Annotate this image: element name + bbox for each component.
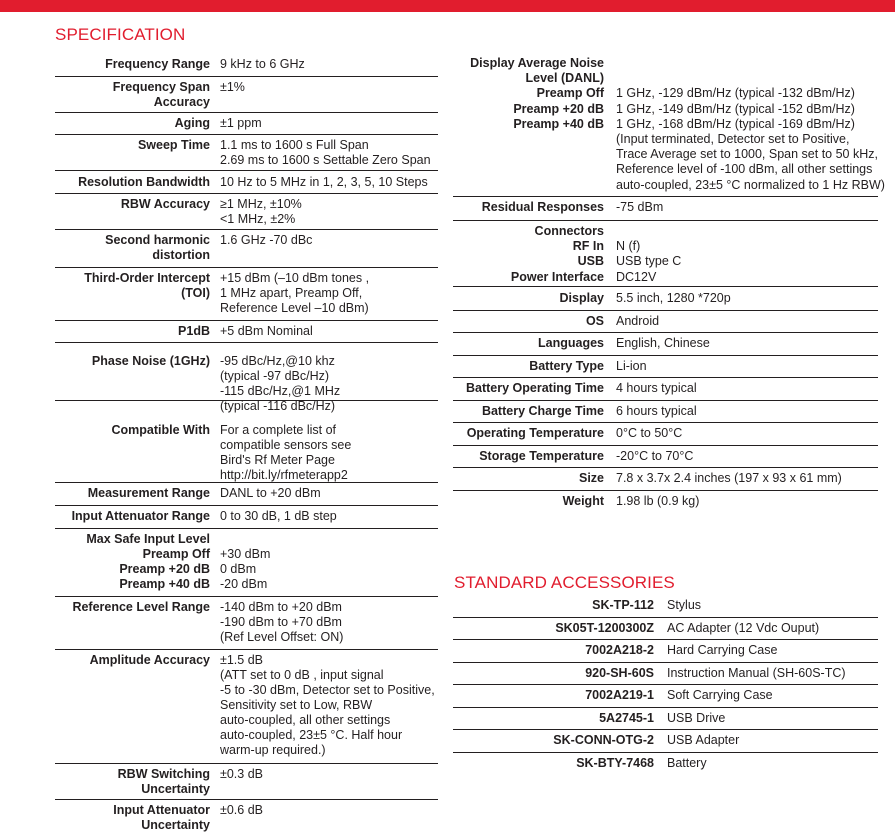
accessory-label-line: 5A2745-1 bbox=[599, 711, 654, 725]
spec-row bbox=[55, 354, 438, 413]
accessory-label-line: 7002A218-2 bbox=[585, 643, 654, 657]
accessory-value-line: Stylus bbox=[667, 598, 702, 612]
spec-value bbox=[220, 138, 431, 168]
spec-right-value-line: Trace Average set to 1000, Span set to 50 kHz, bbox=[616, 147, 878, 162]
spec-right-value-line: USB type C bbox=[616, 254, 682, 269]
accessory-label bbox=[585, 643, 654, 658]
spec-value-line: 1.6 GHz -70 dBc bbox=[220, 233, 313, 247]
spec-value-line: ±1 ppm bbox=[220, 116, 262, 130]
spec-value-line: ±1% bbox=[220, 80, 245, 94]
spec-value-line: ±0.6 dB bbox=[220, 803, 263, 817]
spec-label bbox=[113, 803, 210, 833]
accessory-value bbox=[667, 621, 819, 636]
spec-label-line: Uncertainty bbox=[141, 782, 210, 796]
accessories-heading: STANDARD ACCESSORIES bbox=[454, 573, 675, 592]
spec-value bbox=[220, 532, 270, 592]
spec-value-line: +30 dBm bbox=[220, 547, 271, 561]
spec-row bbox=[55, 233, 438, 268]
accessories-table bbox=[453, 0, 878, 831]
spec-value-line: (typical -116 dBc/Hz) bbox=[220, 399, 336, 413]
spec-right-value-line: -75 dBm bbox=[616, 200, 664, 214]
spec-row bbox=[55, 116, 438, 135]
spec-right-value-line: DC12V bbox=[616, 269, 657, 284]
spec-label bbox=[113, 80, 210, 110]
accessory-value-line: Hard Carrying Case bbox=[667, 643, 778, 657]
spec-value-line: 0 dBm bbox=[220, 562, 257, 576]
spec-row bbox=[55, 532, 438, 597]
spec-value-line: -20 dBm bbox=[220, 577, 268, 591]
spec-label-line: RBW Switching bbox=[117, 767, 210, 781]
spec-right-value-line: -20°C to 70°C bbox=[616, 449, 694, 463]
spec-value bbox=[220, 354, 340, 414]
spec-value-line: -95 dBc/Hz,@10 khz bbox=[220, 354, 335, 368]
spec-value bbox=[220, 653, 435, 758]
spec-right-label-line: Languages bbox=[538, 336, 604, 350]
spec-value bbox=[220, 175, 428, 190]
spec-right-label-line: Battery Type bbox=[529, 359, 604, 373]
accessory-label bbox=[553, 733, 654, 748]
spec-right-label-line: Level (DANL) bbox=[525, 71, 604, 86]
spec-right-value-line: (Input terminated, Detector set to Positive, bbox=[616, 132, 850, 147]
accessory-value-line: AC Adapter (12 Vdc Ouput) bbox=[667, 621, 820, 635]
spec-label-line: Input Attenuator Range bbox=[71, 509, 210, 523]
spec-value-line: ±1.5 dB bbox=[220, 653, 263, 667]
spec-value-line: 9 kHz to 6 GHz bbox=[220, 57, 305, 71]
spec-right-label-line: Preamp Off bbox=[536, 86, 604, 101]
spec-row bbox=[55, 653, 438, 764]
spec-value-line: (Ref Level Offset: ON) bbox=[220, 630, 344, 644]
spec-label-line: Accuracy bbox=[153, 95, 210, 109]
spec-value bbox=[220, 423, 351, 483]
spec-value-line: +15 dBm (–10 dBm tones , bbox=[220, 271, 370, 285]
spec-label-line: Measurement Range bbox=[87, 486, 210, 500]
spec-label bbox=[92, 354, 210, 369]
spec-label bbox=[86, 532, 210, 592]
spec-label-line: Frequency Range bbox=[105, 57, 210, 71]
spec-value-line: compatible sensors see bbox=[220, 438, 352, 452]
accessory-label-line: 7002A219-1 bbox=[585, 688, 654, 702]
spec-right-label-line: Size bbox=[578, 471, 604, 485]
accessory-label bbox=[585, 688, 654, 703]
spec-label-line: Third-Order Intercept bbox=[84, 271, 210, 285]
accessory-value bbox=[667, 733, 739, 748]
spec-label bbox=[78, 175, 210, 190]
spec-right-value-line: 1 GHz, -129 dBm/Hz (typical -132 dBm/Hz) bbox=[616, 86, 855, 101]
spec-row bbox=[55, 138, 438, 171]
spec-right-value-line: N (f) bbox=[616, 239, 641, 254]
spec-label-line: P1dB bbox=[178, 324, 210, 338]
spec-right-label-line: RF In bbox=[572, 239, 604, 254]
accessory-value-line: Instruction Manual (SH-60S-TC) bbox=[667, 666, 846, 680]
accessory-label-line: SK-CONN-OTG-2 bbox=[553, 733, 654, 747]
accessory-label bbox=[599, 711, 654, 726]
spec-label-line: Compatible With bbox=[111, 423, 210, 437]
spec-value-line: 10 Hz to 5 MHz in 1, 2, 3, 5, 10 Steps bbox=[220, 175, 428, 189]
spec-right-label-line: Display Average Noise bbox=[470, 56, 604, 70]
spec-right-value-line: 5.5 inch, 1280 *720p bbox=[616, 291, 731, 305]
spec-value-line: http://bit.ly/rfmeterapp2 bbox=[220, 468, 348, 482]
spec-right-label-line: Weight bbox=[562, 494, 604, 508]
spec-value bbox=[220, 197, 302, 227]
spec-label bbox=[72, 600, 210, 615]
spec-row bbox=[55, 509, 438, 529]
spec-value-line: DANL to +20 dBm bbox=[220, 486, 321, 500]
spec-right-label-line: Storage Temperature bbox=[479, 449, 604, 463]
spec-right-value-line: Li-ion bbox=[616, 359, 647, 373]
spec-value bbox=[220, 80, 245, 95]
accessory-row bbox=[453, 598, 878, 618]
spec-label bbox=[84, 271, 210, 301]
spec-value bbox=[220, 600, 343, 645]
spec-right-label-line: Power Interface bbox=[510, 269, 604, 284]
spec-value-line: auto-coupled, all other settings bbox=[220, 713, 391, 727]
spec-label-line: Frequency Span bbox=[112, 80, 210, 94]
accessory-value bbox=[667, 756, 707, 771]
spec-label-line: Second harmonic bbox=[105, 233, 210, 247]
spec-row bbox=[55, 197, 438, 230]
accessory-row bbox=[453, 621, 878, 640]
spec-right-value-line: 4 hours typical bbox=[616, 381, 697, 395]
spec-right-label-line: USB bbox=[577, 254, 604, 269]
accessory-value bbox=[667, 711, 725, 726]
spec-label-line: Uncertainty bbox=[141, 818, 210, 832]
spec-label-line: (TOI) bbox=[181, 286, 210, 300]
spec-row bbox=[55, 803, 438, 831]
spec-label bbox=[112, 423, 211, 438]
accessory-value bbox=[667, 598, 701, 613]
spec-label bbox=[118, 767, 210, 797]
spec-right-value-line: 0°C to 50°C bbox=[616, 426, 683, 440]
spec-value-line: -115 dBc/Hz,@1 MHz bbox=[220, 384, 341, 398]
accessory-label bbox=[555, 621, 654, 636]
spec-right-label-line: Preamp +40 dB bbox=[513, 116, 604, 131]
spec-right-value-line: English, Chinese bbox=[616, 336, 710, 350]
spec-value bbox=[220, 486, 321, 501]
spec-right-value-line: 1 GHz, -168 dBm/Hz (typical -169 dBm/Hz) bbox=[616, 116, 855, 131]
spec-value-line: Bird's Rf Meter Page bbox=[220, 453, 335, 467]
spec-value-line: 1.1 ms to 1600 s Full Span bbox=[220, 138, 369, 152]
spec-right-label-line: Residual Responses bbox=[481, 200, 604, 214]
spec-value-line: ≥1 MHz, ±10% bbox=[220, 197, 302, 211]
spec-value bbox=[220, 803, 263, 818]
accessory-label-line: 920-SH-60S bbox=[585, 666, 654, 680]
spec-value-line: auto-coupled, 23±5 °C. Half hour bbox=[220, 728, 403, 742]
accessory-value bbox=[667, 643, 777, 658]
spec-value bbox=[220, 233, 312, 248]
accessory-row bbox=[453, 688, 878, 708]
spec-value-line: 0 to 30 dB, 1 dB step bbox=[220, 509, 337, 523]
spec-value bbox=[220, 57, 305, 72]
accessory-label bbox=[585, 666, 654, 681]
spec-label bbox=[105, 233, 210, 263]
accessory-row bbox=[453, 756, 878, 775]
spec-right-value-line: 6 hours typical bbox=[616, 404, 697, 418]
spec-value bbox=[220, 509, 337, 524]
accessory-value bbox=[667, 666, 846, 681]
accessory-label-line: SK-TP-112 bbox=[592, 598, 654, 612]
spec-value bbox=[220, 271, 369, 316]
spec-row bbox=[55, 767, 438, 800]
spec-right-label-line: Battery Charge Time bbox=[481, 404, 604, 418]
specification-table bbox=[55, 0, 438, 831]
accessory-value-line: Soft Carrying Case bbox=[667, 688, 773, 702]
spec-row bbox=[55, 80, 438, 113]
spec-value-line: (typical -97 dBc/Hz) bbox=[220, 369, 330, 383]
spec-label bbox=[175, 116, 210, 131]
spec-right-value-line: 1 GHz, -149 dBm/Hz (typical -152 dBm/Hz) bbox=[616, 101, 855, 116]
spec-label-line: Aging bbox=[174, 116, 210, 130]
accessory-row bbox=[453, 733, 878, 753]
spec-label-line: Preamp +20 dB bbox=[119, 562, 210, 576]
accessory-value-line: Battery bbox=[667, 756, 707, 770]
spec-right-label-line: Preamp +20 dB bbox=[513, 101, 604, 116]
spec-value-line: -140 dBm to +20 dBm bbox=[220, 600, 342, 614]
spec-right-label-line: Connectors bbox=[534, 224, 604, 238]
spec-right-label-line: Battery Operating Time bbox=[465, 381, 604, 395]
accessory-value-line: USB Drive bbox=[667, 711, 726, 725]
accessory-label-line: SK-BTY-7468 bbox=[576, 756, 654, 770]
spec-label-line: Preamp +40 dB bbox=[119, 577, 210, 591]
accessory-row bbox=[453, 643, 878, 663]
spec-label bbox=[121, 197, 210, 212]
spec-label-line: Input Attenuator bbox=[113, 803, 210, 817]
spec-right-value-line: 1.98 lb (0.9 kg) bbox=[616, 494, 700, 508]
spec-label-line: Phase Noise (1GHz) bbox=[91, 354, 210, 368]
spec-right-value-line: 7.8 x 3.7x 2.4 inches (197 x 93 x 61 mm) bbox=[616, 471, 842, 485]
accessory-value bbox=[667, 688, 773, 703]
spec-row bbox=[55, 486, 438, 506]
spec-value-line: <1 MHz, ±2% bbox=[220, 212, 296, 226]
spec-label-line: Resolution Bandwidth bbox=[78, 175, 210, 189]
spec-row bbox=[55, 600, 438, 650]
spec-value-line: 2.69 ms to 1600 s Settable Zero Span bbox=[220, 153, 431, 167]
spec-label bbox=[88, 486, 210, 501]
spec-value-line: -190 dBm to +70 dBm bbox=[220, 615, 342, 629]
spec-value-line: 1 MHz apart, Preamp Off, bbox=[220, 286, 363, 300]
spec-value-line: warm-up required.) bbox=[220, 743, 326, 757]
spec-right-value-line: Reference level of -100 dBm, all other settings bbox=[616, 162, 873, 177]
spec-label bbox=[105, 57, 210, 72]
accessory-label-line: SK05T-1200300Z bbox=[555, 621, 654, 635]
spec-value-line: Reference Level –10 dBm) bbox=[220, 301, 369, 315]
spec-right-label-line: Operating Temperature bbox=[466, 426, 604, 440]
spec-label bbox=[72, 509, 210, 524]
spec-row bbox=[55, 57, 438, 77]
spec-label-line: Amplitude Accuracy bbox=[89, 653, 210, 667]
spec-value-line: +5 dBm Nominal bbox=[220, 324, 313, 338]
accessory-row bbox=[453, 711, 878, 730]
spec-value-line: Sensitivity set to Low, RBW bbox=[220, 698, 373, 712]
spec-value-line bbox=[220, 532, 270, 547]
specification-heading: SPECIFICATION bbox=[55, 25, 186, 44]
spec-label-line: Preamp Off bbox=[142, 547, 210, 561]
spec-right-value-line: auto-coupled, 23±5 °C normalized to 1 Hz RBW) bbox=[616, 177, 885, 192]
spec-right-label-line: Display bbox=[559, 291, 604, 305]
accessory-value-line: USB Adapter bbox=[667, 733, 740, 747]
spec-row bbox=[55, 271, 438, 321]
accessory-label bbox=[592, 598, 654, 613]
spec-label bbox=[138, 138, 210, 153]
spec-row bbox=[55, 175, 438, 194]
spec-label-line: RBW Accuracy bbox=[120, 197, 210, 211]
spec-label-line: Sweep Time bbox=[137, 138, 210, 152]
spec-value-line: (ATT set to 0 dB , input signal bbox=[220, 668, 384, 682]
spec-right-label-line: OS bbox=[585, 314, 604, 328]
spec-value bbox=[220, 116, 262, 131]
spec-value-line: For a complete list of bbox=[220, 423, 337, 437]
spec-right-value-line: Android bbox=[616, 314, 660, 328]
accessory-row bbox=[453, 666, 878, 685]
spec-row bbox=[55, 423, 438, 483]
spec-label-line: distortion bbox=[152, 248, 210, 262]
spec-row bbox=[55, 324, 438, 343]
spec-value bbox=[220, 767, 263, 782]
spec-value bbox=[220, 324, 313, 339]
spec-label-line: Max Safe Input Level bbox=[86, 532, 210, 546]
spec-label bbox=[90, 653, 210, 668]
spec-value-line: ±0.3 dB bbox=[220, 767, 263, 781]
spec-label-line: Reference Level Range bbox=[72, 600, 210, 614]
spec-label bbox=[178, 324, 210, 339]
spec-value-line: -5 to -30 dBm, Detector set to Positive, bbox=[220, 683, 435, 697]
accessory-label bbox=[576, 756, 654, 771]
